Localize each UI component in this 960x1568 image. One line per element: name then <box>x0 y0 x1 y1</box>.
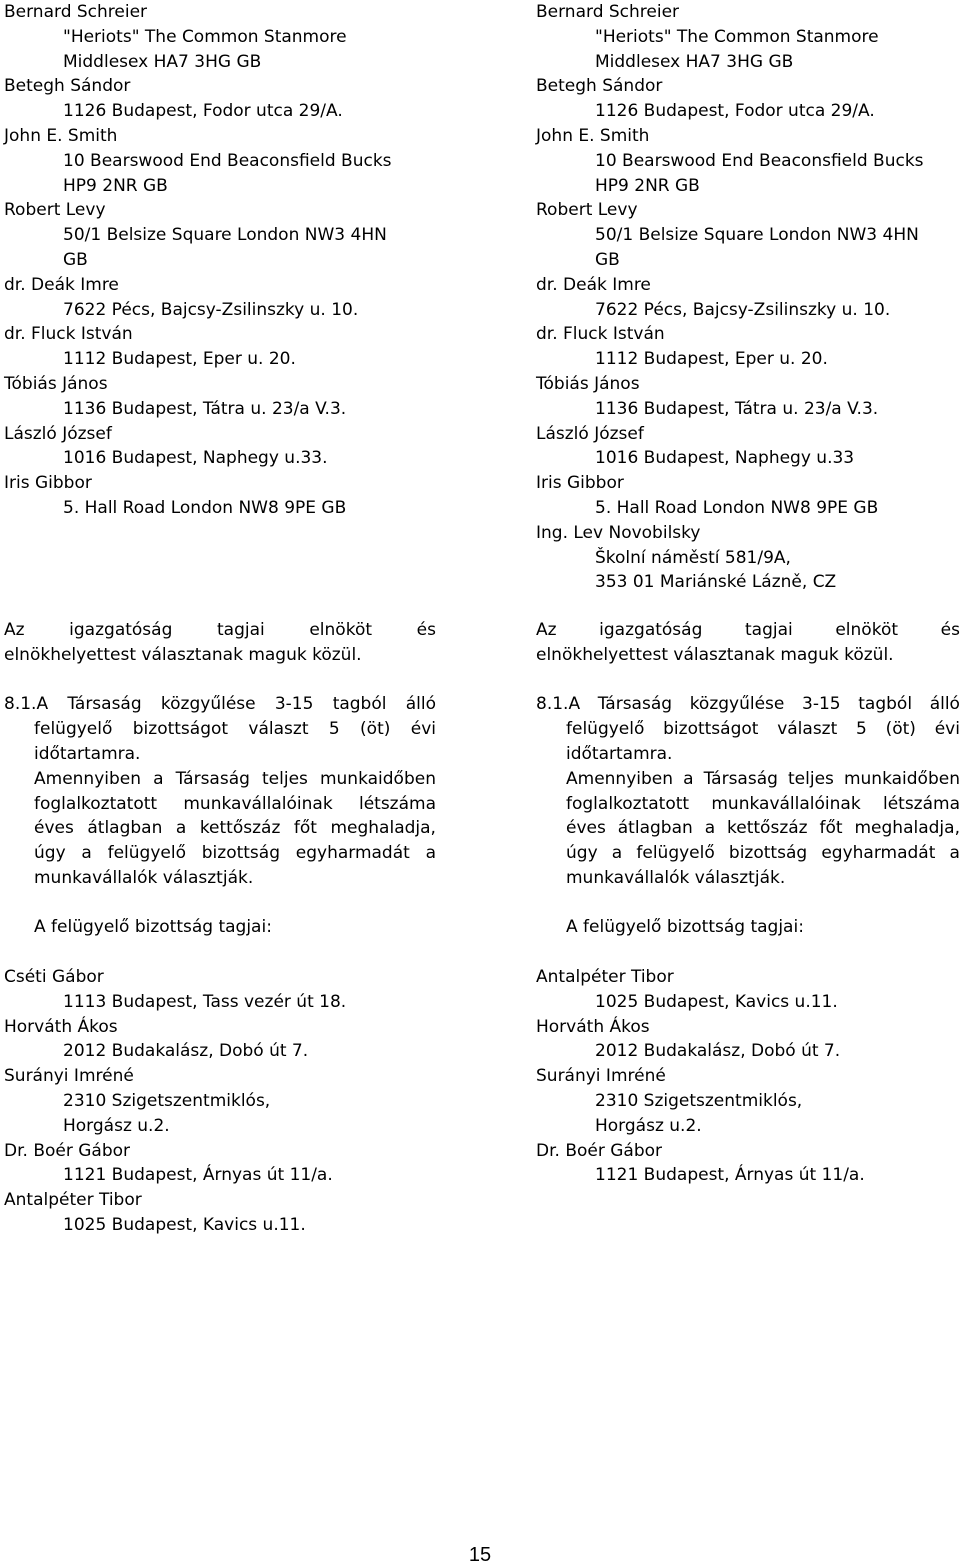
spacer <box>536 891 960 916</box>
board-member-name: Bernard Schreier <box>4 2 148 22</box>
board-member-name: Iris Gibbor <box>4 473 92 494</box>
supervisory-paragraph-line: időtartamra. <box>34 743 141 764</box>
supervisory-paragraph-line <box>536 692 960 717</box>
supervisory-paragraph-line-word: úgy <box>34 843 66 864</box>
board-member-address: 7622 Pécs, Bajcsy-Zsilinszky u. 10. <box>63 299 359 320</box>
supervisory-paragraph-line-word: 8.1.A <box>4 694 49 715</box>
supervisory-paragraph-line-word: 5 <box>328 719 340 740</box>
supervisory-member-name: Antalpéter Tibor <box>4 1190 142 1211</box>
supervisory-paragraph-line <box>536 767 960 792</box>
supervisory-paragraph-line-word: éves <box>566 818 606 839</box>
board-member-name: dr. Fluck István <box>4 324 133 345</box>
supervisory-paragraph-line <box>4 692 436 717</box>
chair-paragraph-line-word: és <box>940 619 960 640</box>
supervisory-paragraph-line-word: egyharmadát <box>295 843 410 864</box>
board-member-address: 5. Hall Road London NW8 9PE GB <box>595 497 879 518</box>
supervisory-paragraph-line <box>4 792 436 817</box>
chair-paragraph-line-word: elnököt <box>309 619 373 640</box>
chair-paragraph-line: elnökhelyettest választanak maguk közül. <box>536 644 894 665</box>
supervisory-paragraph-line <box>4 767 436 792</box>
board-member-address: 10 Bearswood End Beaconsfield Bucks <box>595 150 924 171</box>
supervisory-member-name: Dr. Boér Gábor <box>536 1140 663 1161</box>
supervisory-paragraph-line-word: a <box>949 843 960 864</box>
board-member-address: GB <box>63 249 88 270</box>
supervisory-member-name: Antalpéter Tibor <box>536 967 674 988</box>
supervisory-paragraph-line-word: felügyelő <box>107 843 186 864</box>
supervisory-member-address: 2310 Szigetszentmiklós, <box>63 1091 271 1112</box>
supervisory-paragraph-line-word: Amennyiben <box>566 768 674 789</box>
supervisory-paragraph-line <box>4 717 436 742</box>
board-member-name: Tóbiás János <box>536 373 640 394</box>
page-number: 15 <box>468 1544 492 1566</box>
supervisory-paragraph-line-word: átlagban <box>617 818 693 839</box>
board-member-address: Školní náměstí 581/9A, <box>595 547 791 568</box>
supervisory-paragraph-line-word: a <box>175 818 187 839</box>
supervisory-paragraph-line-word: meghaladja, <box>330 818 436 839</box>
supervisory-paragraph-line-word: (öt) <box>360 719 391 740</box>
supervisory-member-address: 2012 Budakalász, Dobó út 7. <box>595 1041 841 1062</box>
supervisory-paragraph-line-word: tagból <box>858 694 913 715</box>
board-member-address: 1112 Budapest, Eper u. 20. <box>63 349 296 370</box>
board-member-name: John E. Smith <box>536 125 650 146</box>
supervisory-member-name: Surányi Imréné <box>4 1066 134 1087</box>
supervisory-member-address: 2012 Budakalász, Dobó út 7. <box>63 1041 309 1062</box>
supervisory-paragraph-line-word: választ <box>248 719 309 740</box>
supervisory-member-name: Dr. Boér Gábor <box>4 1140 131 1161</box>
supervisory-paragraph-line-word: Társaság <box>703 768 778 789</box>
board-member-address: 5. Hall Road London NW8 9PE GB <box>63 497 347 518</box>
supervisory-paragraph-line-word: álló <box>929 694 960 715</box>
supervisory-paragraph-line-word: átlagban <box>87 818 163 839</box>
supervisory-paragraph-line-word: a <box>704 818 716 839</box>
spacer <box>536 595 960 618</box>
board-member-address: 50/1 Belsize Square London NW3 4HN <box>63 225 387 246</box>
supervisory-paragraph-line <box>536 816 960 841</box>
supervisory-paragraph-line-word: a <box>611 843 623 864</box>
supervisory-paragraph-line: munkavállalók választják. <box>566 867 786 888</box>
supervisory-paragraph-line-word: Társaság <box>67 694 142 715</box>
chair-paragraph-line-word: elnököt <box>835 619 899 640</box>
board-member-address: GB <box>595 249 620 270</box>
board-member-address: 1016 Budapest, Naphegy u.33. <box>63 448 328 469</box>
supervisory-member-address: 1025 Budapest, Kavics u.11. <box>595 991 838 1012</box>
supervisory-paragraph-line-word: évi <box>934 719 960 740</box>
supervisory-paragraph-line-word: tagból <box>332 694 387 715</box>
supervisory-paragraph-line-word: (öt) <box>885 719 916 740</box>
supervisory-paragraph-line-word: felügyelő <box>636 843 715 864</box>
chair-paragraph-line-word: Az <box>536 619 557 640</box>
board-member-name: László József <box>4 423 112 444</box>
spacer <box>536 668 960 693</box>
board-member-name: dr. Deák Imre <box>536 274 651 295</box>
supervisory-paragraph-line-word: munkavállalóinak <box>711 793 861 814</box>
chair-paragraph-line-word: igazgatóság <box>599 619 703 640</box>
supervisory-paragraph-line-word: bizottság <box>201 843 280 864</box>
board-member-name: dr. Deák Imre <box>4 274 119 295</box>
chair-paragraph-line-word: tagjai <box>744 619 793 640</box>
chair-paragraph-line-word: igazgatóság <box>69 619 173 640</box>
supervisory-members-heading: A felügyelő bizottság tagjai: <box>566 917 804 938</box>
supervisory-paragraph-line-word: 5 <box>856 719 867 740</box>
supervisory-member-name: Cséti Gábor <box>4 967 104 988</box>
board-member-address: 7622 Pécs, Bajcsy-Zsilinszky u. 10. <box>595 299 891 320</box>
supervisory-paragraph-line-word: létszáma <box>358 793 436 814</box>
supervisory-paragraph-line-word: kettőszáz <box>727 818 808 839</box>
board-member-name: Tóbiás János <box>4 373 108 394</box>
supervisory-paragraph-line-word: létszáma <box>882 793 960 814</box>
chair-paragraph-line-word: és <box>416 619 436 640</box>
supervisory-paragraph-line-word: bizottságot <box>132 719 229 740</box>
supervisory-paragraph-line-word: Társaság <box>597 694 673 715</box>
board-member-address: 1136 Budapest, Tátra u. 23/a V.3. <box>595 398 879 419</box>
supervisory-members-heading: A felügyelő bizottság tagjai: <box>34 917 272 938</box>
board-member-address: Middlesex HA7 3HG GB <box>63 51 262 72</box>
board-member-name: László József <box>536 423 644 444</box>
supervisory-paragraph-line-word: felügyelő <box>34 719 113 740</box>
supervisory-paragraph-line-word: felügyelő <box>566 719 645 740</box>
supervisory-member-address: 1121 Budapest, Árnyas út 11/a. <box>63 1165 333 1186</box>
left-column <box>4 0 436 1238</box>
supervisory-paragraph-line-word: választ <box>777 719 838 740</box>
supervisory-paragraph-line-word: meghaladja, <box>854 818 960 839</box>
supervisory-member-address: 1121 Budapest, Árnyas út 11/a. <box>595 1165 865 1186</box>
board-member-address: 10 Bearswood End Beaconsfield Bucks <box>63 150 392 171</box>
supervisory-paragraph-line: időtartamra. <box>566 743 673 764</box>
supervisory-paragraph-line <box>4 816 436 841</box>
board-member-name: John E. Smith <box>4 125 118 146</box>
board-member-address: 50/1 Belsize Square London NW3 4HN <box>595 225 919 246</box>
board-member-name: Iris Gibbor <box>536 473 624 494</box>
board-member-address: HP9 2NR GB <box>595 175 700 196</box>
board-member-address: 353 01 Mariánské Lázně, CZ <box>595 572 837 593</box>
supervisory-paragraph-line-word: bizottságot <box>663 719 759 740</box>
supervisory-paragraph-line-word: a <box>683 768 694 789</box>
board-member-name: Betegh Sándor <box>536 76 663 97</box>
spacer <box>4 521 436 618</box>
supervisory-member-address: 2310 Szigetszentmiklós, <box>595 1091 803 1112</box>
supervisory-paragraph-line-word: egyharmadát <box>821 843 936 864</box>
board-member-address: HP9 2NR GB <box>63 175 168 196</box>
supervisory-paragraph-line-word: a <box>425 843 436 864</box>
supervisory-paragraph-line-word: foglalkoztatott <box>566 793 690 814</box>
supervisory-paragraph-line-word: álló <box>405 694 436 715</box>
supervisory-member-address: Horgász u.2. <box>63 1115 170 1136</box>
chair-paragraph-line <box>4 618 436 643</box>
spacer <box>536 940 960 965</box>
supervisory-paragraph-line-word: 3-15 <box>802 694 841 715</box>
supervisory-paragraph-line-word: Társaság <box>175 768 250 789</box>
supervisory-paragraph-line-word: évi <box>410 719 436 740</box>
supervisory-paragraph-line-word: éves <box>34 818 74 839</box>
supervisory-paragraph-line-word: foglalkoztatott <box>34 793 158 814</box>
spacer <box>4 940 436 965</box>
supervisory-paragraph-line-word: teljes <box>788 768 834 789</box>
supervisory-paragraph-line-word: főt <box>293 818 317 839</box>
supervisory-paragraph-line-word: 3-15 <box>274 694 314 715</box>
supervisory-paragraph-line-word: teljes <box>262 768 308 789</box>
supervisory-paragraph-line <box>536 717 960 742</box>
supervisory-member-name: Horváth Ákos <box>4 1016 118 1037</box>
board-member-name: Bernard Schreier <box>536 2 680 22</box>
chair-paragraph-line-word: Az <box>4 619 25 640</box>
supervisory-member-name: Horváth Ákos <box>536 1016 650 1037</box>
supervisory-paragraph-line-word: közgyűlése <box>160 694 256 715</box>
supervisory-paragraph-line-word: úgy <box>566 843 598 864</box>
spacer <box>4 668 436 693</box>
supervisory-paragraph-line-word: bizottság <box>728 843 808 864</box>
board-member-address: "Heriots" The Common Stanmore <box>595 26 879 47</box>
supervisory-paragraph-line-word: Amennyiben <box>34 768 142 789</box>
supervisory-member-address: 1113 Budapest, Tass vezér út 18. <box>63 991 347 1012</box>
board-member-address: 1126 Budapest, Fodor utca 29/A. <box>63 101 343 122</box>
spacer <box>4 891 436 916</box>
board-member-name: Betegh Sándor <box>4 76 131 97</box>
supervisory-paragraph-line-word: munkavállalóinak <box>183 793 333 814</box>
supervisory-paragraph-line-word: közgyűlése <box>689 694 785 715</box>
board-member-address: "Heriots" The Common Stanmore <box>63 26 347 47</box>
supervisory-paragraph-line-word: főt <box>819 818 843 839</box>
board-member-address: 1136 Budapest, Tátra u. 23/a V.3. <box>63 398 347 419</box>
supervisory-paragraph-line-word: a <box>81 843 92 864</box>
supervisory-paragraph-line <box>536 792 960 817</box>
board-member-address: 1112 Budapest, Eper u. 20. <box>595 349 828 370</box>
board-member-name: Robert Levy <box>4 200 106 221</box>
chair-paragraph-line <box>536 618 960 643</box>
supervisory-paragraph-line <box>536 841 960 866</box>
supervisory-paragraph-line-word: 8.1.A <box>536 694 581 715</box>
board-member-address: Middlesex HA7 3HG GB <box>595 51 794 72</box>
board-member-address: 1016 Budapest, Naphegy u.33 <box>595 448 855 469</box>
board-member-name: Ing. Lev Novobilsky <box>536 522 701 543</box>
chair-paragraph-line: elnökhelyettest választanak maguk közül. <box>4 644 362 665</box>
board-member-name: dr. Fluck István <box>536 324 665 345</box>
supervisory-paragraph-line-word: a <box>153 768 164 789</box>
chair-paragraph-line-word: tagjai <box>216 619 265 640</box>
supervisory-paragraph-line-word: munkaidőben <box>319 768 436 789</box>
board-member-name: Robert Levy <box>536 200 638 221</box>
supervisory-paragraph-line-word: munkaidőben <box>843 768 960 789</box>
board-member-address: 1126 Budapest, Fodor utca 29/A. <box>595 101 875 122</box>
supervisory-member-address: 1025 Budapest, Kavics u.11. <box>63 1215 306 1236</box>
right-column <box>536 0 960 1188</box>
supervisory-paragraph-line: munkavállalók választják. <box>34 867 254 888</box>
supervisory-paragraph-line <box>4 841 436 866</box>
supervisory-member-name: Surányi Imréné <box>536 1066 666 1087</box>
supervisory-member-address: Horgász u.2. <box>595 1115 702 1136</box>
supervisory-paragraph-line-word: kettőszáz <box>199 818 281 839</box>
